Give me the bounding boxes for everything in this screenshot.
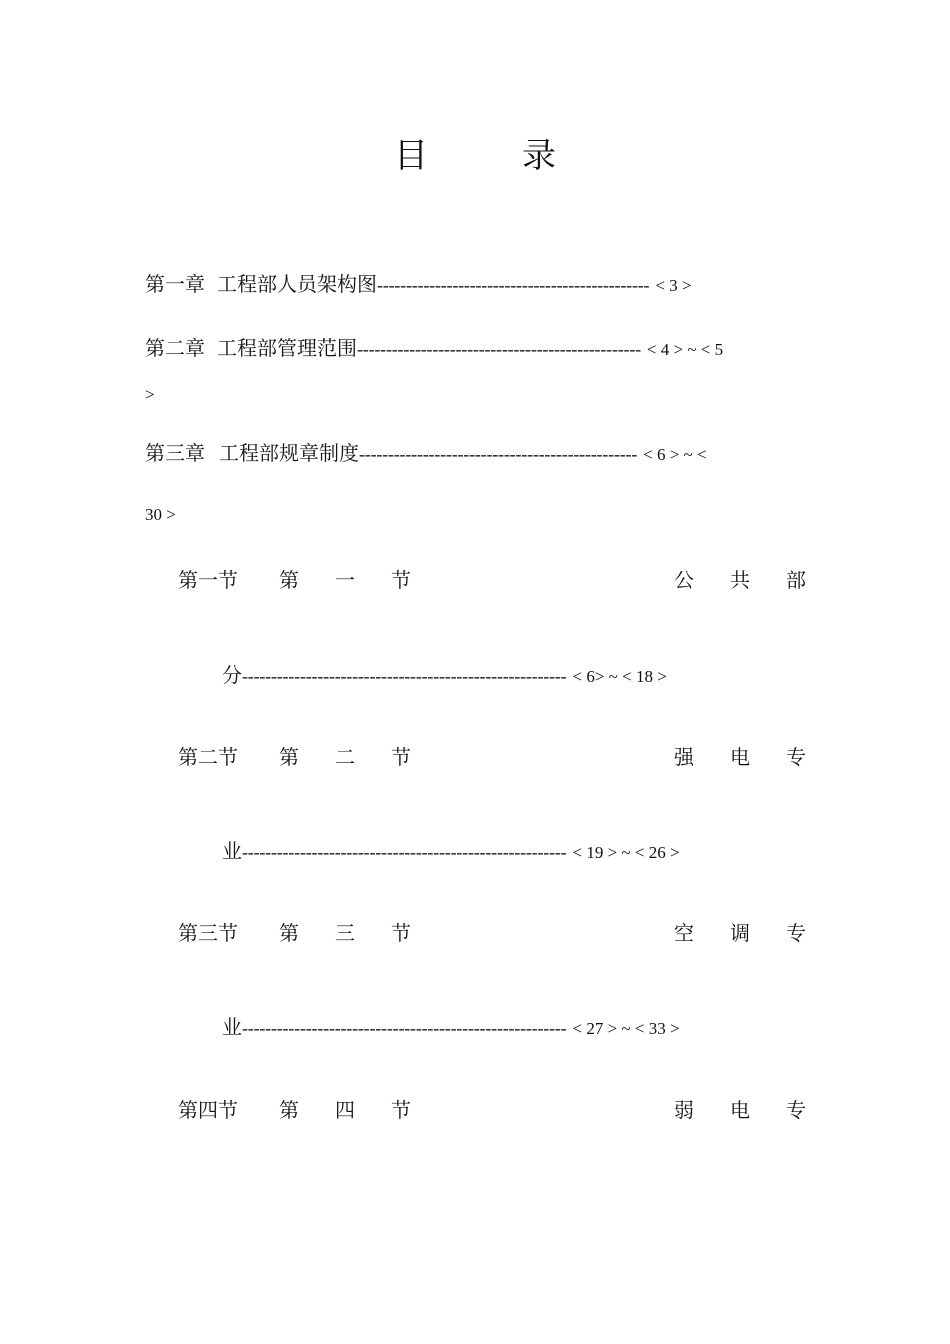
section-char: 四	[335, 1098, 355, 1122]
chapter-label: 第二章	[145, 336, 205, 360]
section-name-char: 强	[674, 745, 694, 769]
section-name-char: 空	[674, 921, 694, 945]
section-name-char: 部	[786, 568, 806, 592]
page-range: < 27 > ~ < 33 >	[572, 1019, 680, 1038]
section-name-char: 专	[786, 921, 806, 945]
chapter-label: 第一章	[145, 272, 205, 296]
section-name-char: 电	[730, 1098, 750, 1122]
toc-chapter-3[interactable]	[145, 443, 707, 463]
section-char: 第	[279, 921, 299, 945]
dot-leader: --------------------------------------------------------	[242, 1018, 567, 1038]
section-char: 节	[391, 921, 411, 945]
page-range: < 19 > ~ < 26 >	[572, 843, 680, 862]
chapter-name: 工程部管理范围	[217, 336, 357, 360]
page-range-continued: 30 >	[145, 505, 176, 524]
page-range: < 6> ~ < 18 >	[572, 667, 667, 686]
section-name-char: 弱	[674, 1098, 694, 1122]
section-char: 第	[279, 1098, 299, 1122]
section-char: 二	[335, 745, 355, 769]
section-label: 第四节	[178, 1098, 238, 1122]
section-tail-line	[222, 1017, 680, 1037]
page-range: < 6 > ~ <	[643, 445, 707, 464]
section-name-char: 电	[730, 745, 750, 769]
section-char: 第	[279, 568, 299, 592]
section-tail-line	[222, 841, 680, 861]
section-label: 第一节	[178, 568, 238, 592]
section-label: 第三节	[178, 921, 238, 945]
section-char: 节	[391, 1098, 411, 1122]
dot-leader: -------------------------------------------------	[357, 339, 641, 359]
chapter-name: 工程部规章制度	[219, 441, 359, 465]
section-name-char: 专	[786, 745, 806, 769]
toc-chapter-2[interactable]	[145, 338, 723, 358]
page-title: 目 录	[394, 136, 586, 176]
chapter-name: 工程部人员架构图	[217, 272, 377, 296]
section-char: 节	[391, 745, 411, 769]
section-label: 第二节	[178, 745, 238, 769]
section-char: 一	[335, 568, 355, 592]
section-name-char: 调	[730, 921, 750, 945]
section-name-tail: 业	[222, 1015, 242, 1039]
section-char: 三	[335, 921, 355, 945]
section-name-char: 共	[730, 568, 750, 592]
section-char: 节	[391, 568, 411, 592]
dot-leader: --------------------------------------------------------	[242, 842, 567, 862]
section-name-char: 公	[674, 568, 694, 592]
section-name-char: 专	[786, 1098, 806, 1122]
toc-chapter-1[interactable]	[145, 274, 692, 294]
dot-leader: --------------------------------------------------------	[242, 666, 567, 686]
section-name-tail: 业	[222, 839, 242, 863]
section-name-tail: 分	[222, 663, 242, 687]
page-range: < 3 >	[655, 276, 692, 295]
page-range: < 4 > ~ < 5	[646, 340, 724, 359]
page-range-continued: >	[145, 385, 155, 404]
chapter-label: 第三章	[145, 441, 205, 465]
section-tail-line	[222, 665, 667, 685]
dot-leader: ------------------------------------------------	[359, 444, 638, 464]
section-char: 第	[279, 745, 299, 769]
dot-leader: -----------------------------------------------	[377, 275, 650, 295]
